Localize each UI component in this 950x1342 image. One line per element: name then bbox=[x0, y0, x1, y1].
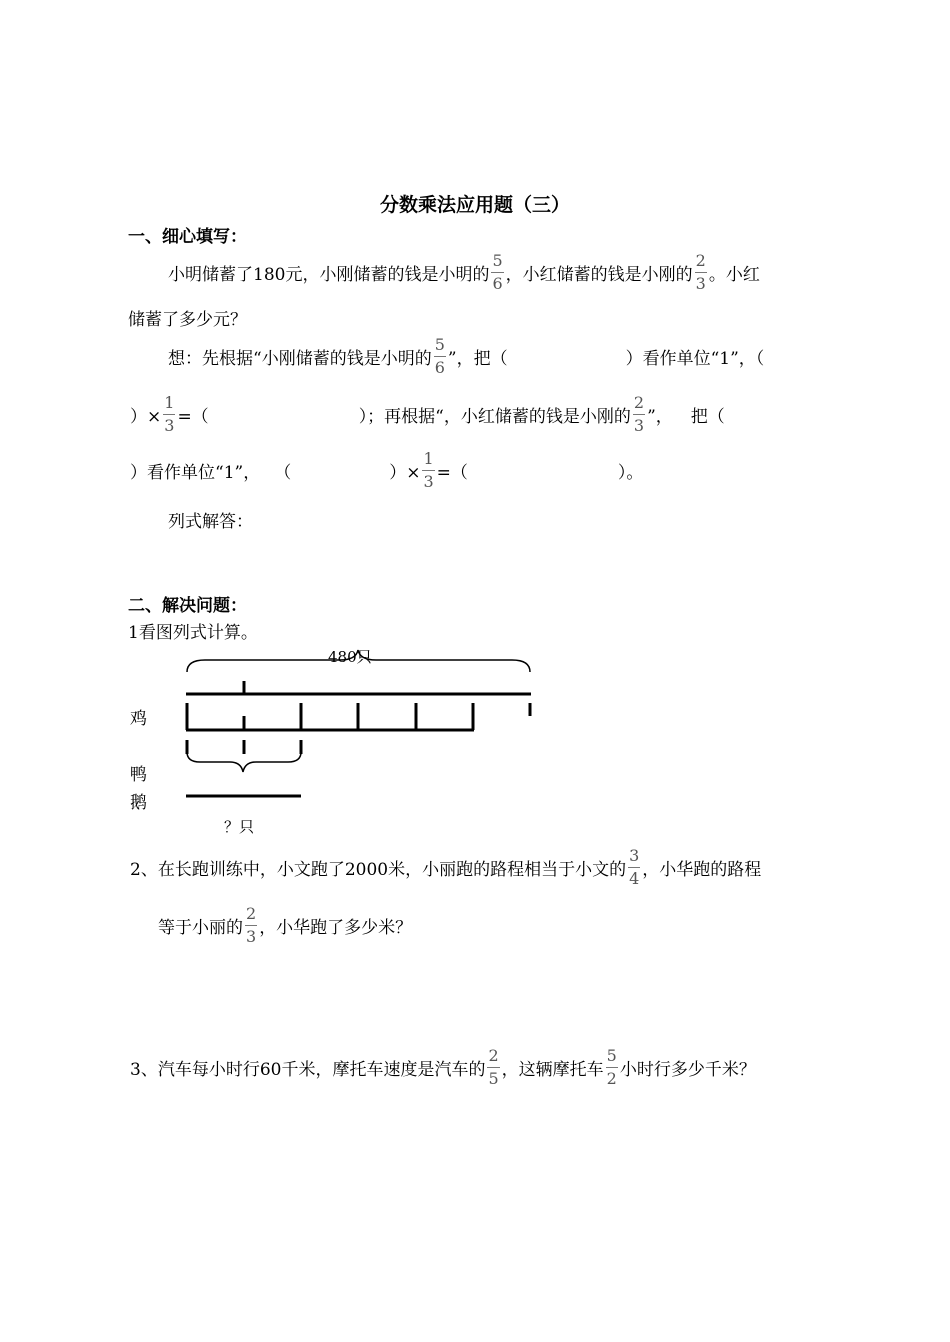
numerator: 5 bbox=[606, 1045, 617, 1065]
fraction-bar bbox=[245, 925, 257, 926]
think-text: ）。 bbox=[617, 462, 644, 483]
fraction bbox=[245, 903, 257, 946]
think-text: ）看作单位“1”， bbox=[130, 462, 261, 483]
section-2-heading: 二、解决问题： bbox=[128, 596, 247, 616]
goose-label: 鹅 bbox=[130, 793, 147, 813]
think-text: ）× bbox=[389, 462, 421, 483]
duck-label: 鸭 bbox=[130, 765, 147, 785]
denominator: 3 bbox=[423, 471, 434, 491]
think-text: =（ bbox=[177, 406, 209, 427]
denominator: 6 bbox=[434, 357, 445, 377]
question-text: 3、汽车每小时行60千米，摩托车速度是汽车的 bbox=[130, 1059, 486, 1080]
question-text: ，这辆摩托车 bbox=[501, 1059, 604, 1080]
question-text: ，小华跑了多少米？ bbox=[259, 917, 413, 938]
think-text: ”， bbox=[647, 406, 673, 427]
think-text: 想：先根据“小刚储蓄的钱是小明的 bbox=[168, 348, 432, 369]
fraction bbox=[487, 1045, 499, 1088]
denominator: 3 bbox=[695, 273, 706, 293]
chicken-label: 鸡 bbox=[130, 709, 147, 729]
denominator: 5 bbox=[488, 1068, 499, 1088]
problem-text: ，小红储蓄的钱是小刚的 bbox=[505, 264, 693, 285]
question-2-line-2 bbox=[158, 903, 412, 947]
think-text: ”，把（ bbox=[447, 348, 508, 369]
fraction bbox=[628, 845, 640, 888]
page-title: 分数乘法应用题（三） bbox=[379, 194, 570, 216]
question-3-line bbox=[130, 1045, 756, 1089]
question-text: 2、在长跑训练中，小文跑了2000米，小丽跑的路程相当于小文的 bbox=[130, 859, 627, 880]
numerator: 2 bbox=[488, 1045, 499, 1065]
think-text: ）× bbox=[130, 406, 162, 427]
question-text: ，小华跑的路程 bbox=[642, 859, 762, 880]
total-label: 480只 bbox=[328, 648, 372, 666]
fraction-bar bbox=[628, 867, 640, 868]
numerator: 5 bbox=[434, 334, 445, 354]
numerator: 5 bbox=[492, 250, 503, 270]
question-text: 等于小丽的 bbox=[158, 917, 243, 938]
question-text: 小时行多少千米？ bbox=[619, 1059, 756, 1080]
denominator: 2 bbox=[606, 1068, 617, 1088]
question-1: 1看图列式计算。 bbox=[128, 623, 258, 643]
numerator: 3 bbox=[629, 845, 640, 865]
numerator: 2 bbox=[695, 250, 706, 270]
fraction-bar bbox=[487, 1067, 499, 1068]
think-text: （ bbox=[274, 462, 292, 483]
problem-text: 。小红 bbox=[708, 264, 760, 285]
denominator: 3 bbox=[633, 415, 645, 435]
think-text: 把（ bbox=[690, 406, 725, 427]
unknown-label: ？只 bbox=[224, 818, 255, 836]
problem-line-2: 储蓄了多少元？ bbox=[128, 310, 247, 330]
denominator: 3 bbox=[164, 415, 175, 435]
numerator: 1 bbox=[423, 448, 434, 468]
fraction-bar bbox=[606, 1067, 618, 1068]
denominator: 6 bbox=[492, 273, 503, 293]
think-text: =（ bbox=[436, 462, 468, 483]
denominator: 4 bbox=[629, 868, 640, 888]
goose-brace bbox=[187, 752, 301, 772]
problem-text: 小明储蓄了180元，小刚储蓄的钱是小明的 bbox=[168, 264, 490, 285]
fraction bbox=[606, 1045, 618, 1088]
denominator: 3 bbox=[246, 926, 257, 946]
answer-label: 列式解答： bbox=[168, 512, 253, 532]
numerator: 2 bbox=[633, 392, 645, 412]
numerator: 1 bbox=[164, 392, 175, 412]
think-text: ）看作单位“1”，（ bbox=[625, 348, 765, 369]
numerator: 2 bbox=[246, 903, 257, 923]
section-1-heading: 一、细心填写： bbox=[128, 227, 247, 247]
think-text: ）；再根据“，小红储蓄的钱是小刚的 bbox=[358, 406, 631, 427]
question-2-line-1 bbox=[130, 845, 761, 889]
